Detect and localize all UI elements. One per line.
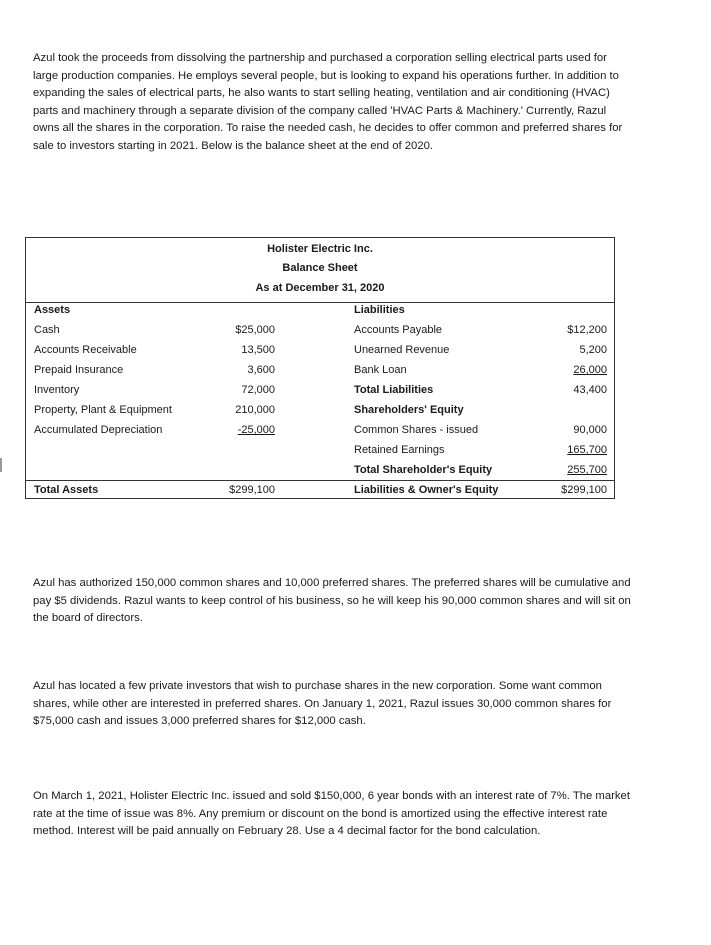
liability-label: Unearned Revenue [354,344,450,356]
total-assets-amount: $299,100 [229,484,275,496]
total-liabilities-equity-label: Liabilities & Owner's Equity [354,484,499,496]
asset-label: Accounts Receivable [34,344,137,356]
assets-heading: Assets [34,304,71,316]
total-assets-label: Total Assets [34,484,99,496]
equity-amount: 165,700 [567,444,607,456]
asset-label: Cash [34,324,60,336]
totals-divider [26,480,614,481]
liability-amount: 5,200 [579,344,607,356]
balance-sheet-header [26,238,614,303]
total-equity-amount: 255,700 [567,464,607,476]
equity-heading: Shareholders' Equity [354,404,464,416]
liability-amount: 26,000 [573,364,607,376]
bond-issue-paragraph: On March 1, 2021, Holister Electric Inc. issued and sold $150,000, 6 year bonds with an interest rate of 7%. The market rate at the time of issue was 8%. Any premium or discount on the bond is amortized using the effective interest rate method. Interest will be paid annually on February 28. Use a 4 decimal factor for the bond calculation. [33,790,630,838]
total-liabilities-label: Total Liabilities [354,384,434,396]
equity-label: Common Shares - issued [354,424,479,436]
asset-label: Property, Plant & Equipment [34,404,172,416]
liability-label: Bank Loan [354,364,407,376]
equity-label: Retained Earnings [354,444,445,456]
liability-label: Accounts Payable [354,324,443,336]
balance-sheet-table [25,237,615,499]
total-liabilities-equity-amount: $299,100 [561,484,607,496]
total-liabilities-amount: 43,400 [573,384,607,396]
asset-amount: 72,000 [241,384,275,396]
asset-amount: $25,000 [235,324,275,336]
asset-amount: 210,000 [235,404,275,416]
margin-marker [0,458,2,472]
asset-amount: -25,000 [237,424,275,436]
asset-label: Accumulated Depreciation [34,424,163,436]
total-equity-label: Total Shareholder's Equity [354,464,493,476]
asset-label: Prepaid Insurance [34,364,124,376]
asset-amount: 3,600 [247,364,275,376]
equity-amount: 90,000 [573,424,607,436]
liabilities-heading: Liabilities [354,304,405,316]
asset-label: Inventory [34,384,80,396]
liability-amount: $12,200 [567,324,607,336]
shares-authorized-paragraph: Azul has authorized 150,000 common shares and 10,000 preferred shares. The preferred shares will be cumulative and pay $5 dividends. Razul wants to keep control of his business, so he will keep his 90,000 common shares and will sit on the board of directors. [33,577,631,625]
asset-amount: 13,500 [241,344,275,356]
share-issue-paragraph: Azul has located a few private investors that wish to purchase shares in the new corporation. Some want common shares, while other are interested in preferred shares. On January 1, 2021, Razul issues 30,000 common shares for $75,000 cash and issues 3,000 preferred shares for $12,000 cash. [33,680,612,728]
statement-title: Balance Sheet [282,262,358,274]
statement-date: As at December 31, 2020 [255,282,385,294]
intro-paragraph: Azul took the proceeds from dissolving the partnership and purchased a corporation selling electrical parts used for large production companies. He employs several people, but is looking to expand his operations further. In addition to expanding the sales of electrical parts, he also wants to start selling heating, ventilation and air conditioning (HVAC) parts and machinery through a separate division of the company called 'HVAC Parts & Machinery.' Currently, Razul owns all the shares in the corporation. To raise the needed cash, he decides to offer common and preferred shares for sale to investors starting in 2021. Below is the balance sheet at the end of 2020. [33,52,623,152]
company-name: Holister Electric Inc. [267,243,373,255]
